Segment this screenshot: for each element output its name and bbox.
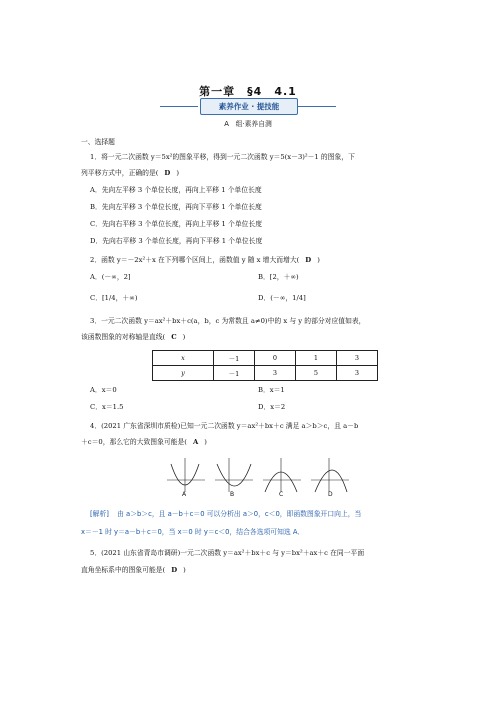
table-cell: x [153,351,214,366]
table-cell: 0 [255,351,296,366]
q1-option-a: A．先向左平移 3 个单位长度，再向上平移 1 个单位长度 [90,186,262,194]
q3-answer: C [171,333,177,341]
q1-option-c: C．先向右平移 3 个单位长度，再向上平移 1 个单位长度 [90,220,263,228]
q3-option-c: C．x＝1.5 [90,403,124,411]
q4-paren: ) [204,438,207,446]
banner-line-right [298,106,336,107]
table-cell: 3 [337,366,378,381]
q5-line2 [81,566,186,575]
value-table [152,350,378,381]
q4-answer: A [192,438,199,446]
q3-line1: 3．一元二次函数 y＝ax²＋bx＋c(a，b，c 为常数且 a≠0)中的 x 与 y 的部分对应值如表， [90,317,366,325]
table-row [153,351,378,366]
table-cell: －1 [214,351,255,366]
table-cell: 5 [296,366,337,381]
q4-line2 [81,438,207,447]
table-cell: 3 [255,366,296,381]
banner [160,98,336,114]
table-cell: －1 [214,366,255,381]
q2-option-a: A．(－∞，2] [90,273,131,281]
table-cell: 1 [296,351,337,366]
q2-option-c: C．[1/4，＋∞) [90,294,138,302]
graph-d [311,458,349,492]
q2-answer: D [305,256,312,264]
q2-stem-text: 2．函数 y＝－2x²＋x 在下列哪个区间上，函数值 y 随 x 增大而增大( [90,256,300,264]
q3-option-d: D．x＝2 [258,403,286,411]
graph-b [215,458,253,492]
graph-label-a: A [182,491,187,498]
q2-option-b: B．[2，＋∞) [258,273,299,281]
q2-stem [90,256,320,265]
table-row [153,366,378,381]
graph-label-c: C [279,491,284,498]
q5-line1: 5．(2021 山东省青岛市调研)一元二次函数 y＝ax²＋bx＋c 与 y＝bx²＋ax＋c 在同一平面 [90,549,365,557]
group-heading: A 组·素养自测 [224,120,272,128]
explanation-line2: x＝－1 时 y＝a－b＋c＝0，当 x＝0 时 y＝c＜0，结合各选项可知选 A． [81,528,305,536]
q4-stem: ＋c＝0，那么它的大致图象可能是( [81,438,187,446]
q1-answer: D [164,169,171,177]
banner-line-left [160,106,198,107]
q1-stem: 列平移方式中，正确的是( [81,169,159,177]
q4-line1: 4．(2021 广东省深圳市质检)已知一元二次函数 y＝ax²＋bx＋c 满足 a＞b＞c，且 a－b [90,422,359,430]
q1-line1: 1．将一元二次函数 y＝5x²的图象平移，得到一元二次函数 y＝5(x－3)²－1 的图象，下 [90,153,355,161]
explanation-text1: 由 a＞b＞c，且 a－b＋c＝0 可以分析出 a＞0，c＜0，即函数图象开口向上，当 [117,510,362,518]
table-cell: y [153,366,214,381]
q5-answer: D [171,566,178,574]
q1-paren: ) [176,169,179,177]
q3-option-b: B．x＝1 [258,386,285,394]
explanation-line1 [90,510,361,519]
graph-label-d: D [328,491,333,498]
q5-stem: 直角坐标系中的图象可能是( [81,566,166,574]
q1-option-b: B．先向左平移 3 个单位长度，再向下平移 1 个单位长度 [90,203,262,211]
q2-option-d: D．(－∞，1/4] [258,294,306,302]
q5-paren: ) [183,566,186,574]
graph-label-b: B [230,491,235,498]
q1-line2 [81,169,179,178]
explanation-tag: [解析] [90,510,109,518]
table-cell: 3 [337,351,378,366]
q2-paren: ) [317,256,320,264]
chapter-title: 第一章 §4 4.1 [199,85,297,98]
banner-label: 素养作业 · 提技能 [200,98,298,115]
q3-line2 [81,333,185,342]
section-heading: 一、选择题 [81,138,115,146]
graph-c [263,458,301,492]
q3-option-a: A．x＝0 [90,386,117,394]
q4-graph-options [165,452,350,500]
q1-option-d: D．先向右平移 3 个单位长度，再向下平移 1 个单位长度 [90,237,263,245]
q3-paren: ) [182,333,186,341]
graph-a [167,458,205,492]
q3-stem: 该函数图象的对称轴是直线( [81,333,166,341]
